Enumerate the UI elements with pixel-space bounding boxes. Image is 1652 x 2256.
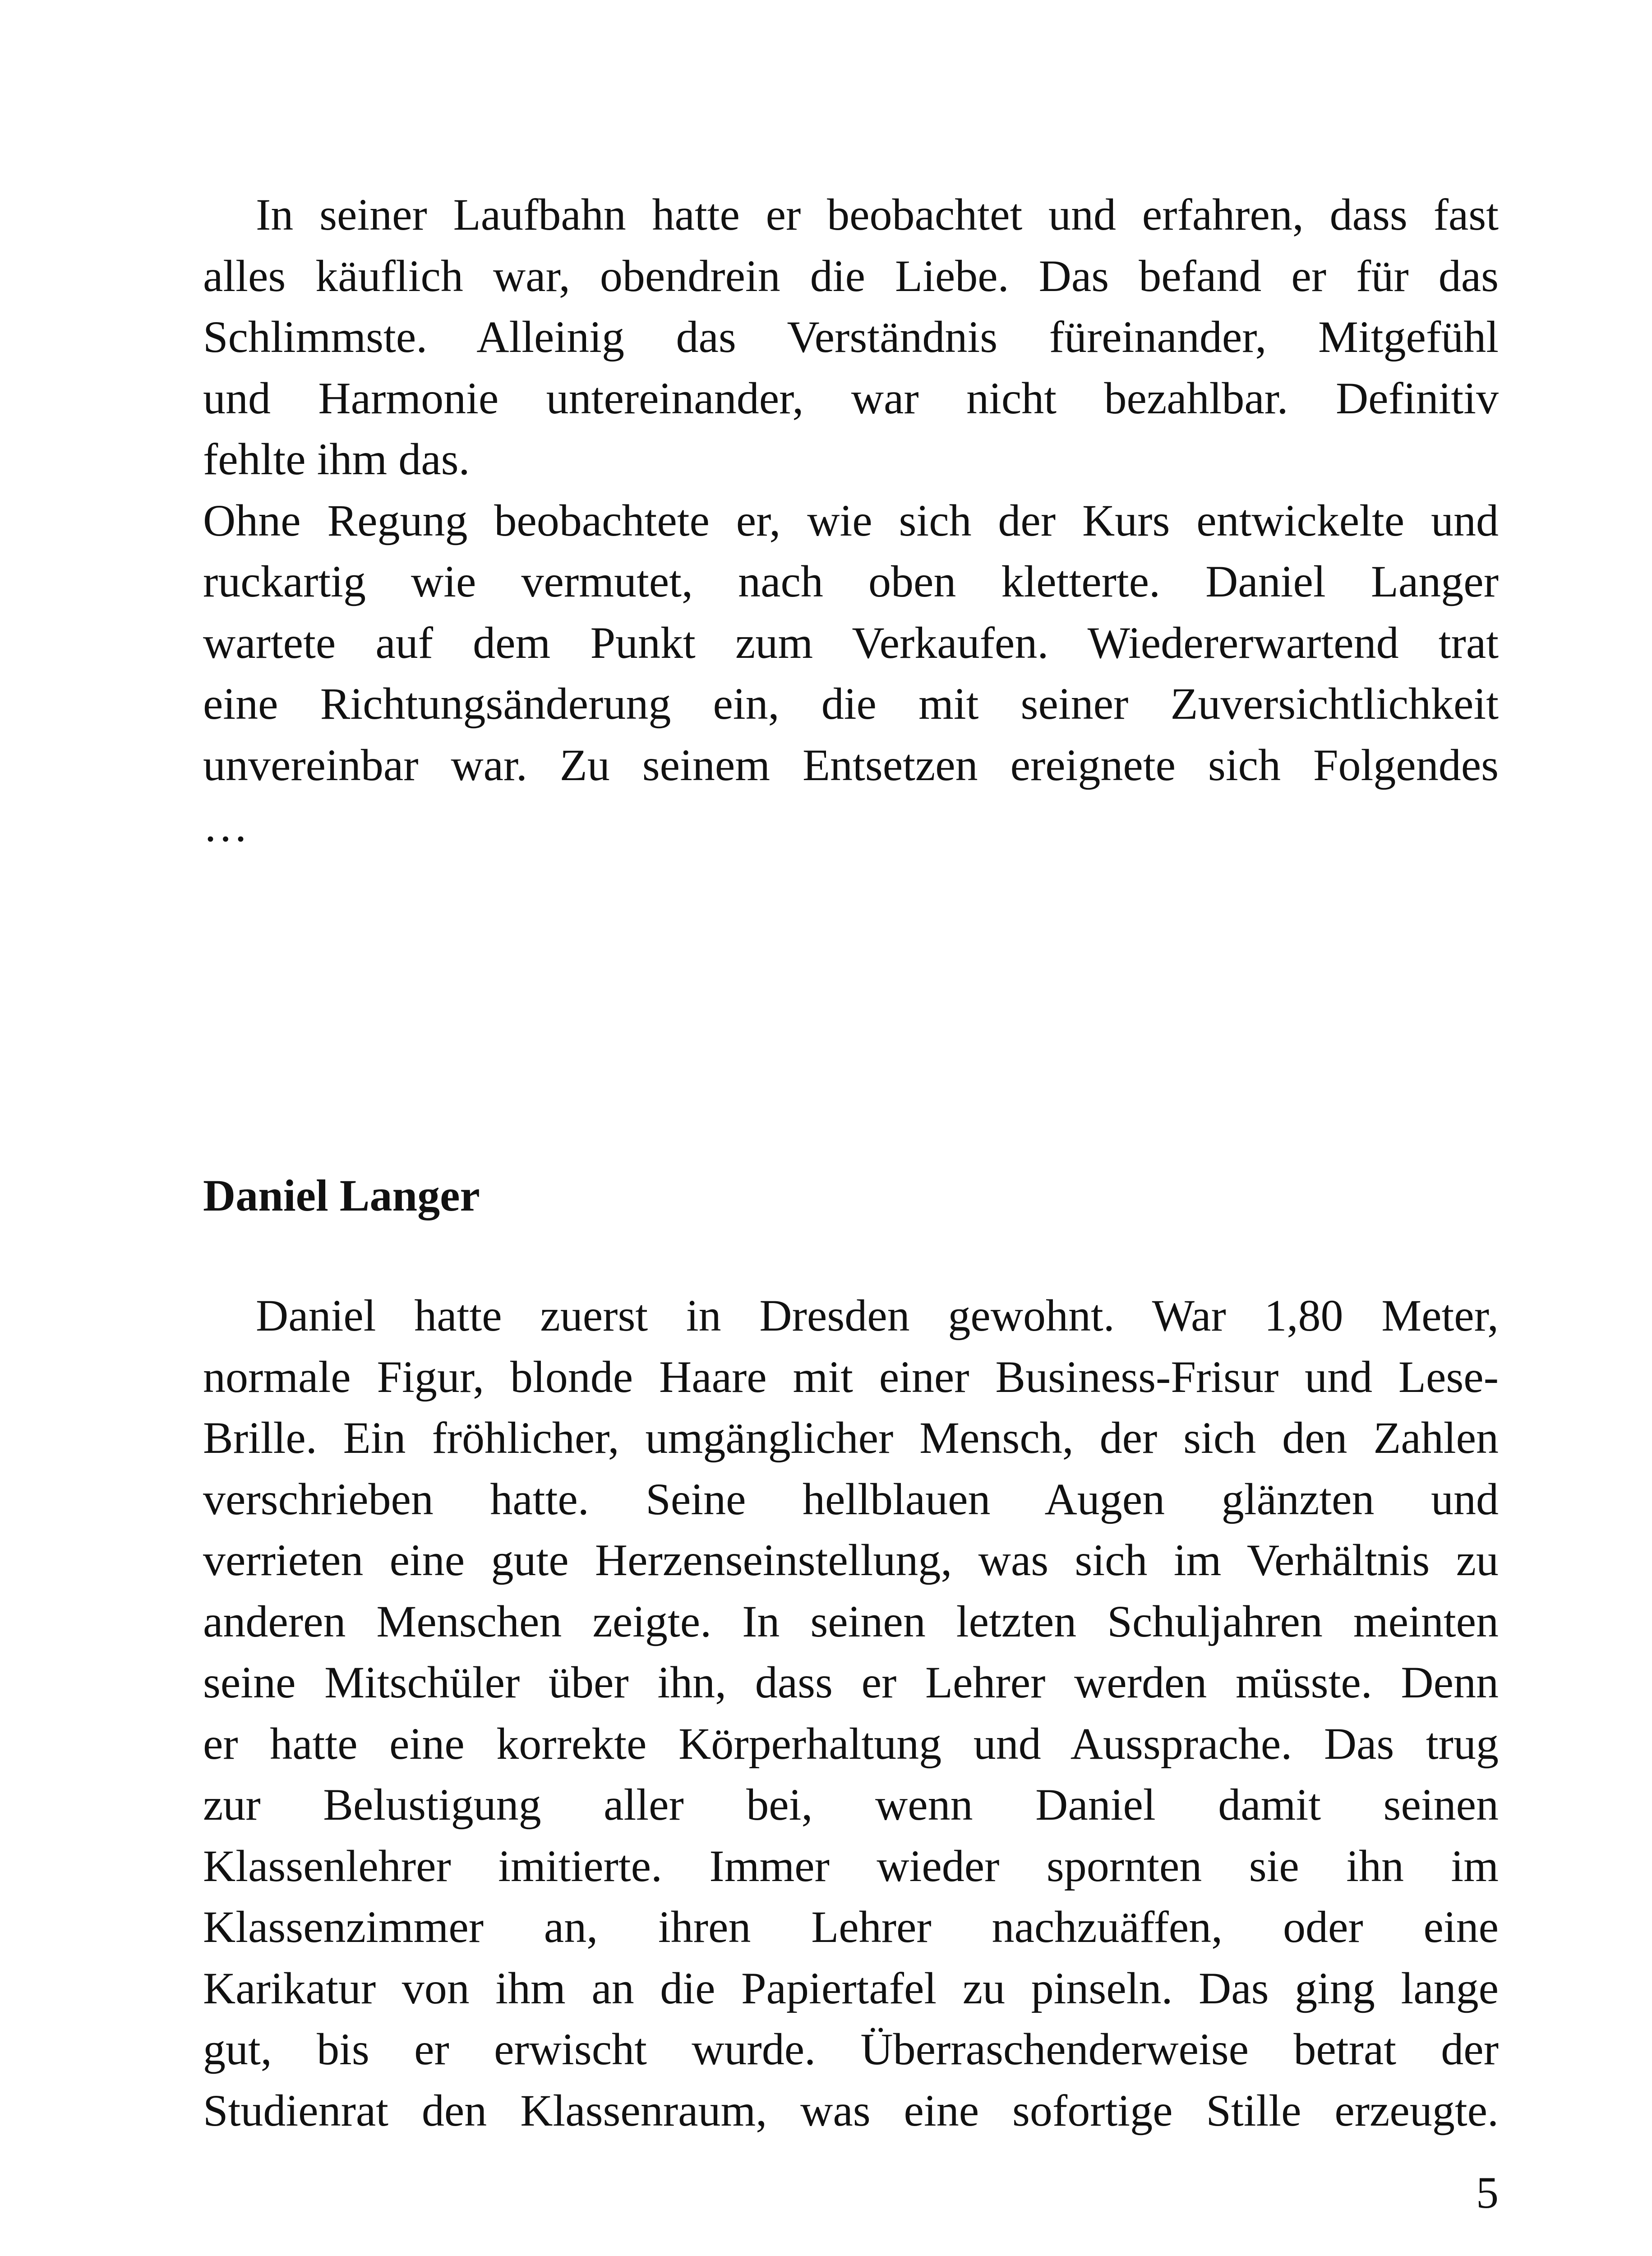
- text-line: seine Mitschüler über ihn, dass er Lehrer werden müsste. Denn: [203, 1657, 1499, 1707]
- text-line: zur Belustigung aller bei, wenn Daniel damit seinen: [203, 1780, 1499, 1830]
- text-line: verrieten eine gute Herzenseinstellung, was sich im Verhältnis zu: [203, 1535, 1499, 1585]
- section-heading: Daniel Langer: [203, 1170, 480, 1220]
- text-line: und Harmonie untereinander, war nicht bezahlbar. Definitiv: [203, 373, 1499, 423]
- text-line: eine Richtungsänderung ein, die mit seiner Zuversichtlichkeit: [203, 679, 1499, 729]
- text-line: Schlimmste. Alleinig das Verständnis füreinander, Mitgefühl: [203, 312, 1499, 362]
- text-line: Klassenzimmer an, ihren Lehrer nachzuäffen, oder eine: [203, 1902, 1499, 1952]
- text-line: Klassenlehrer imitierte. Immer wieder spornten sie ihn im: [203, 1840, 1499, 1891]
- text-line: anderen Menschen zeigte. In seinen letzten Schuljahren meinten: [203, 1596, 1499, 1646]
- text-line: normale Figur, blonde Haare mit einer Business-Frisur und Lese-: [203, 1351, 1499, 1402]
- text-line: …: [203, 801, 248, 851]
- text-line: verschrieben hatte. Seine hellblauen Augen glänzten und: [203, 1474, 1499, 1524]
- text-line: Brille. Ein fröhlicher, umgänglicher Mensch, der sich den Zahlen: [203, 1413, 1499, 1463]
- text-line: Studienrat den Klassenraum, was eine sofortige Stille erzeugte.: [203, 2085, 1499, 2136]
- text-line: Karikatur von ihm an die Papiertafel zu pinseln. Das ging lange: [203, 1963, 1499, 2013]
- text-line: unvereinbar war. Zu seinem Entsetzen ereignete sich Folgendes: [203, 740, 1499, 790]
- text-line: gut, bis er erwischt wurde. Überraschenderweise betrat der: [203, 2024, 1499, 2074]
- text-line: fehlte ihm das.: [203, 434, 470, 484]
- text-line: Daniel hatte zuerst in Dresden gewohnt. War 1,80 Meter,: [256, 1290, 1499, 1341]
- text-line: In seiner Laufbahn hatte er beobachtet und erfahren, dass fast: [256, 190, 1499, 240]
- paragraph-1: [203, 184, 1499, 857]
- text-line: ruckartig wie vermutet, nach oben kletterte. Daniel Langer: [203, 556, 1499, 606]
- paragraph-2: [203, 1285, 1499, 2141]
- text-line: wartete auf dem Punkt zum Verkaufen. Wiedererwartend trat: [203, 617, 1499, 668]
- text-line: er hatte eine korrekte Körperhaltung und Aussprache. Das trug: [203, 1718, 1499, 1769]
- page-number: 5: [1476, 2168, 1499, 2218]
- text-line: alles käuflich war, obendrein die Liebe. Das befand er für das: [203, 250, 1499, 301]
- text-line: Ohne Regung beobachtete er, wie sich der Kurs entwickelte und: [203, 495, 1499, 546]
